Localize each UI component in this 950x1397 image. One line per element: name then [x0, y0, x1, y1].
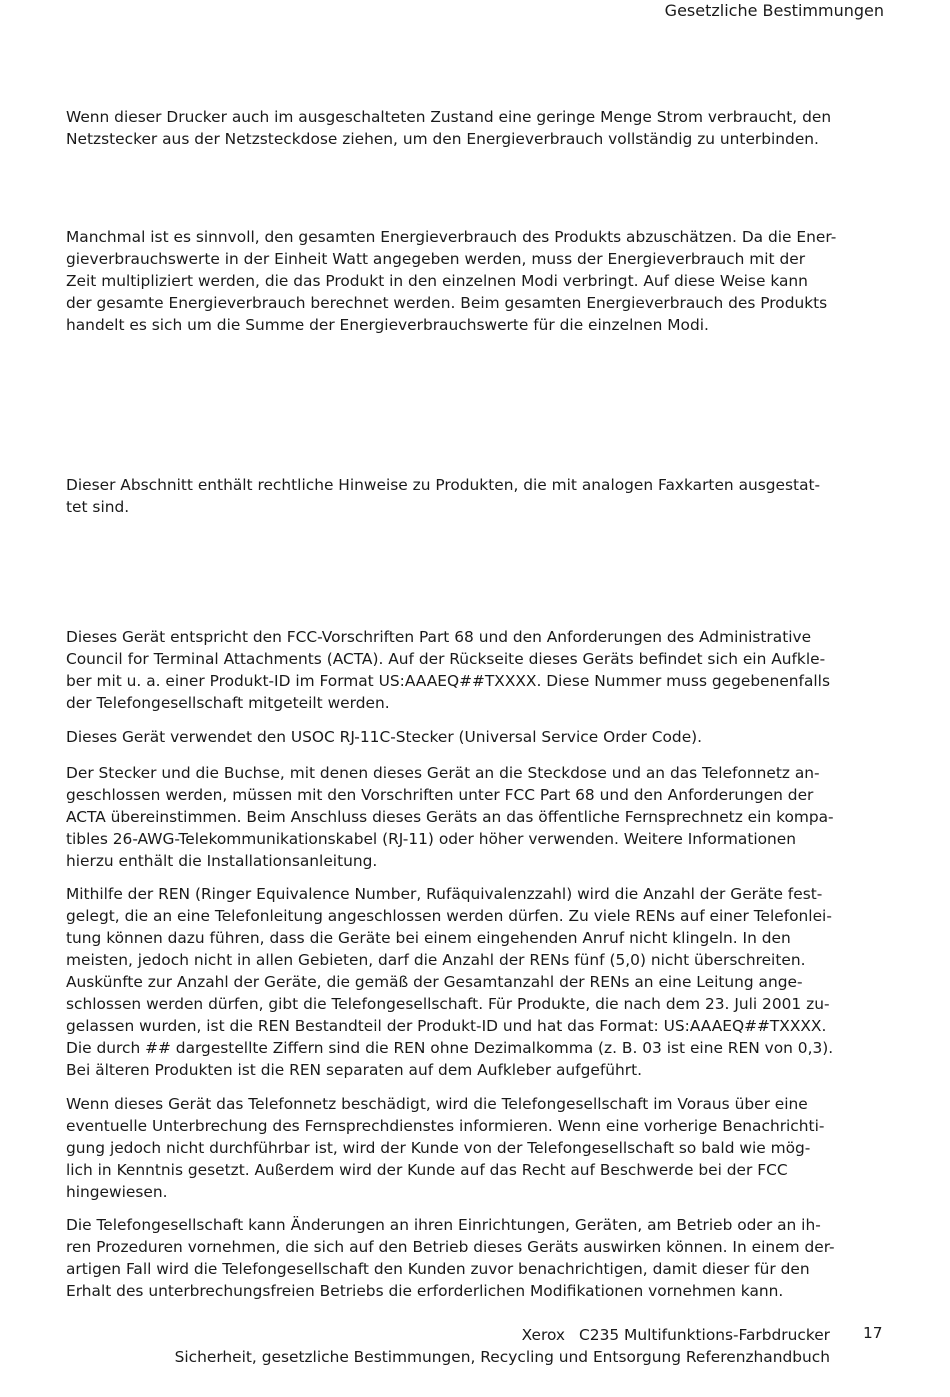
text-line: Dieses Gerät verwendet den USOC RJ-11C-Stecker (Universal Service Order Code). — [66, 728, 703, 746]
text-line: Mithilfe der REN (Ringer Equivalence Number, Rufäquivalenzzahl) wird die Anzahl der Geräte fest- — [66, 885, 823, 903]
text-line: gelassen wurden, ist die REN Bestandteil der Produkt-ID und hat das Format: US:AAAEQ##TXXXX. — [66, 1017, 827, 1035]
text-line: gelegt, die an eine Telefonleitung angeschlossen werden dürfen. Zu viele RENs auf einer Telefonlei- — [66, 907, 832, 925]
paragraph-telco-changes — [66, 1214, 886, 1302]
running-header: Gesetzliche Bestimmungen — [664, 1, 884, 20]
text-line: hingewiesen. — [66, 1183, 168, 1201]
text-line: tung können dazu führen, dass die Geräte bei einem eingehenden Anruf nicht klingeln. In den — [66, 929, 791, 947]
text-line: tibles 26-AWG-Telekommunikationskabel (RJ-11) oder höher verwenden. Weitere Informationen — [66, 830, 797, 848]
text-line: geschlossen werden, müssen mit den Vorschriften unter FCC Part 68 und den Anforderungen der — [66, 786, 814, 804]
text-line: Wenn dieses Gerät das Telefonnetz beschädigt, wird die Telefongesellschaft im Voraus über eine — [66, 1095, 808, 1113]
text-line: Manchmal ist es sinnvoll, den gesamten Energieverbrauch des Produkts abzuschätzen. Da die Ener- — [66, 228, 837, 246]
text-line: gung jedoch nicht durchführbar ist, wird der Kunde von der Telefongesellschaft so bald wie mög- — [66, 1139, 811, 1157]
text-line: meisten, jedoch nicht in allen Gebieten, darf die Anzahl der RENs fünf (5,0) nicht überschreiten. — [66, 951, 806, 969]
page-number: 17 — [863, 1324, 883, 1342]
text-line: schlossen werden dürfen, gibt die Telefongesellschaft. Für Produkte, die nach dem 23. Juli 2001 zu- — [66, 995, 830, 1013]
paragraph-ren — [66, 883, 886, 1081]
footer-guide-title: Sicherheit, gesetzliche Bestimmungen, Recycling und Entsorgung Referenzhandbuch — [174, 1348, 830, 1366]
text-line: Zeit multipliziert werden, die das Produkt in den einzelnen Modi verbringt. Auf diese Weise kann — [66, 272, 808, 290]
text-line: ren Prozeduren vornehmen, die sich auf den Betrieb dieses Geräts auswirken können. In einem der- — [66, 1238, 835, 1256]
text-line: Erhalt des unterbrechungsfreien Betriebs die erforderlichen Modifikationen vornehmen kann. — [66, 1282, 784, 1300]
text-line: Die Telefongesellschaft kann Änderungen an ihren Einrichtungen, Geräten, am Betrieb oder an ih- — [66, 1216, 821, 1234]
text-line: Dieses Gerät entspricht den FCC-Vorschriften Part 68 und den Anforderungen des Administrative — [66, 628, 812, 646]
text-line: ber mit u. a. einer Produkt-ID im Format US:AAAEQ##TXXXX. Diese Nummer muss gegebenenfalls — [66, 672, 830, 690]
paragraph-plug-jack — [66, 762, 886, 872]
text-line: artigen Fall wird die Telefongesellschaft den Kunden zuvor benachrichtigen, damit dieser für den — [66, 1260, 810, 1278]
text-line: der Telefongesellschaft mitgeteilt werden. — [66, 694, 390, 712]
footer-product: C235 Multifunktions-Farbdrucker — [579, 1326, 830, 1344]
text-line: handelt es sich um die Summe der Energieverbrauchswerte für die einzelnen Modi. — [66, 316, 709, 334]
paragraph-energy-estimate — [66, 226, 886, 336]
paragraph-network-damage — [66, 1093, 886, 1203]
text-line: Council for Terminal Attachments (ACTA). Auf der Rückseite dieses Geräts befindet sich ein Aufkle- — [66, 650, 826, 668]
text-line: Der Stecker und die Buchse, mit denen dieses Gerät an die Steckdose und an das Telefonnetz an- — [66, 764, 820, 782]
paragraph-usoc-plug — [66, 726, 886, 748]
text-line: Die durch ## dargestellte Ziffern sind die REN ohne Dezimalkomma (z. B. 03 ist eine REN von 0,3). — [66, 1039, 834, 1057]
paragraph-fax-section-intro — [66, 474, 886, 518]
text-line: lich in Kenntnis gesetzt. Außerdem wird der Kunde auf das Recht auf Beschwerde bei der FCC — [66, 1161, 788, 1179]
text-line: Dieser Abschnitt enthält rechtliche Hinweise zu Produkten, die mit analogen Faxkarten ausgestat- — [66, 476, 821, 494]
text-line: tet sind. — [66, 498, 130, 516]
text-line: ACTA übereinstimmen. Beim Anschluss dieses Geräts an das öffentliche Fernsprechnetz ein kompa- — [66, 808, 834, 826]
text-line: gieverbrauchswerte in der Einheit Watt angegeben werden, muss der Energieverbrauch mit der — [66, 250, 806, 268]
footer-brand: Xerox — [521, 1326, 566, 1344]
text-line: Auskünfte zur Anzahl der Geräte, die gemäß der Gesamtanzahl der RENs an eine Leitung ange- — [66, 973, 803, 991]
text-line: eventuelle Unterbrechung des Fernsprechdienstes informieren. Wenn eine vorherige Benachrichti- — [66, 1117, 825, 1135]
text-line: Wenn dieser Drucker auch im ausgeschalteten Zustand eine geringe Menge Strom verbraucht, den — [66, 108, 832, 126]
paragraph-fcc-part68 — [66, 626, 886, 714]
text-line: Bei älteren Produkten ist die REN separaten auf dem Aufkleber aufgeführt. — [66, 1061, 643, 1079]
text-line: hierzu enthält die Installationsanleitung. — [66, 852, 378, 870]
footer-product-line — [522, 1324, 830, 1346]
text-line: Netzstecker aus der Netzsteckdose ziehen, um den Energieverbrauch vollständig zu unterbinden. — [66, 130, 819, 148]
paragraph-power-off-note — [66, 106, 886, 150]
text-line: der gesamte Energieverbrauch berechnet werden. Beim gesamten Energieverbrauch des Produkts — [66, 294, 828, 312]
